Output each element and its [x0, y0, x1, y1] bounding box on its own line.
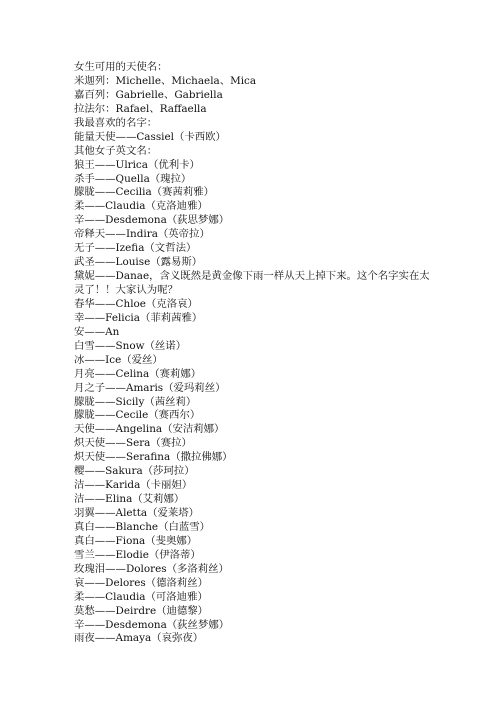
text-line: 月之子——Amaris（爱玛莉丝）: [74, 381, 226, 394]
text-line: 杀手——Quella（瑰拉）: [74, 172, 192, 185]
text-line: 真白——Fiona（斐奥娜）: [74, 534, 198, 547]
text-line: 朦胧——Sicily（茜丝莉）: [74, 395, 197, 408]
text-line: 武圣——Louise（露易斯）: [74, 256, 203, 269]
text-line: 羽翼——Aletta（爱莱塔）: [74, 507, 200, 520]
text-line: 真白——Blanche（白蓝雪）: [74, 520, 211, 533]
text-line: 炽天使——Serafina（撒拉佛娜）: [74, 451, 233, 464]
text-line: 柔——Claudia（克洛迪雅）: [74, 200, 208, 213]
name-list-text: [74, 61, 434, 646]
text-line: 雪兰——Elodie（伊洛蒂）: [74, 548, 201, 561]
text-line: 樱——Sakura（莎珂拉）: [74, 465, 195, 478]
text-line: 拉法尔：Rafael、Raffaella: [74, 102, 207, 115]
text-line: 女生可用的天使名：: [74, 61, 168, 73]
text-line: 天使——Angelina（安洁莉娜）: [74, 423, 225, 436]
text-line: 玫瑰泪——Dolores（多洛莉丝）: [74, 562, 229, 575]
text-line: 洁——Elina（艾莉娜）: [74, 493, 185, 506]
text-line: 帝释天——Indira（英帝拉）: [74, 228, 210, 241]
text-line: 柔——Claudia（可洛迪雅）: [74, 590, 208, 603]
text-line: 朦胧——Cecilia（赛茜莉雅）: [74, 186, 214, 199]
text-line: 能量天使——Cassiel（卡西欧）: [74, 130, 226, 143]
text-line: 雨夜——Amaya（哀弥夜）: [74, 632, 204, 645]
text-line: 我最喜欢的名字：: [74, 116, 158, 129]
text-line: 狼王——Ulrica（优利卡）: [74, 158, 200, 171]
text-line: 其他女子英文名：: [74, 144, 158, 157]
text-line: 安——An: [74, 325, 120, 338]
text-line: 幸——Felicia（菲莉茜雅）: [74, 311, 203, 324]
text-line-paragraph: 黛妮——Danae，含义既然是黄金像下雨一样从天上掉下来。这个名字实在太灵了！！大家认为呢？: [74, 270, 430, 297]
text-line: 洁——Karida（卡丽妲）: [74, 479, 193, 492]
text-line: 莫愁——Deirdre（迪德黎）: [74, 604, 209, 617]
text-line: 冰——Ice（爱丝）: [74, 353, 163, 366]
text-line: 朦胧——Cecile（赛西尔）: [74, 409, 201, 422]
text-line: 嘉百列：Gabrielle、Gabriella: [74, 88, 223, 101]
text-line: 辛——Desdemona（荻思梦娜）: [74, 214, 230, 227]
text-line: 春华——Chloe（克洛哀）: [74, 297, 198, 310]
text-line: 辛——Desdemona（荻丝梦娜）: [74, 618, 230, 631]
text-line: 无子——Izefia（文哲法）: [74, 242, 197, 255]
text-line: 白雪——Snow（丝诺）: [74, 339, 187, 352]
text-line: 哀——Delores（德洛莉丝）: [74, 576, 209, 589]
text-line: 炽天使——Sera（赛拉）: [74, 437, 192, 450]
text-line: 月亮——Celina（赛莉娜）: [74, 367, 202, 380]
text-line: 米迦列：Michelle、Michaela、Mica: [74, 74, 257, 87]
